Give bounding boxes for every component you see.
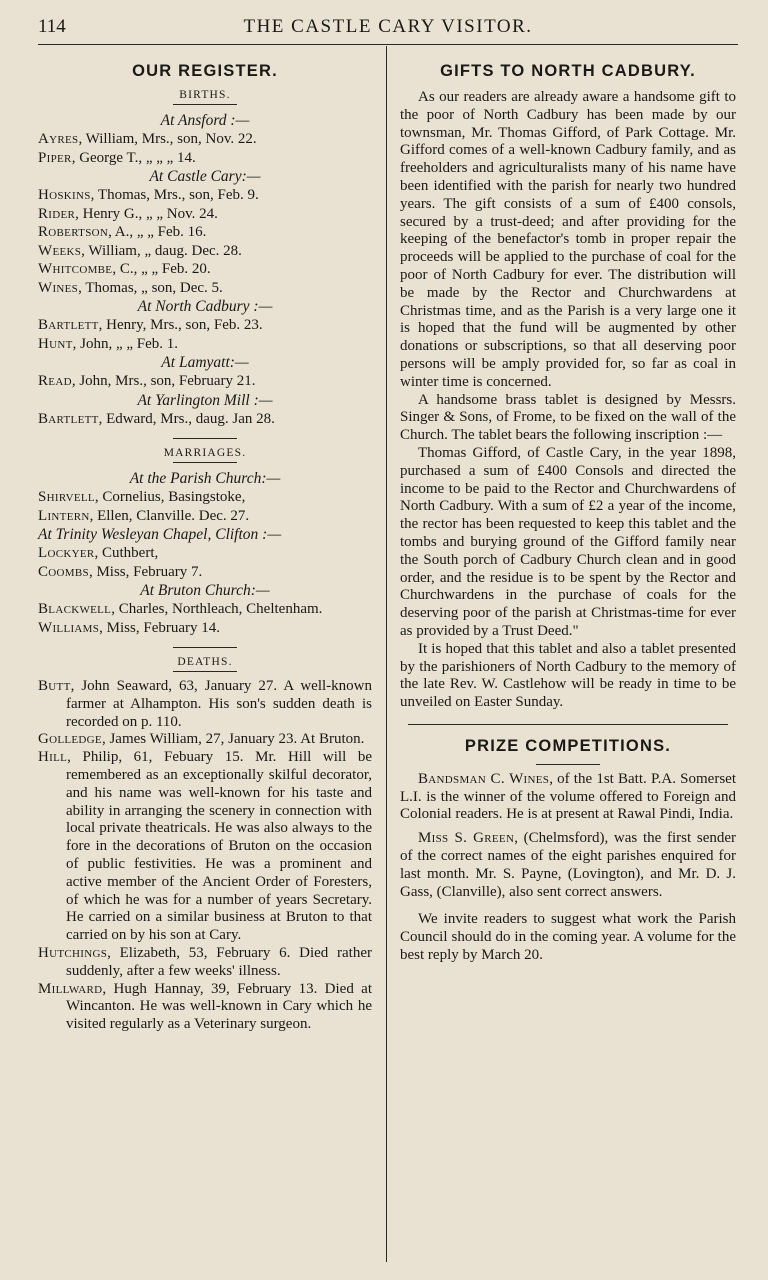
- register-entry: [38, 335, 372, 354]
- register-title: OUR REGISTER.: [132, 62, 278, 80]
- place-heading: At the Parish Church:—: [129, 470, 281, 487]
- place-heading: At North Cadbury :—: [137, 298, 273, 315]
- surname: Hill: [38, 749, 68, 766]
- deaths-heading: DEATHS.: [177, 656, 233, 668]
- marriages-section: [38, 469, 372, 637]
- column-rule: [386, 46, 387, 1262]
- entry-detail: , Ellen, Clanville. Dec. 27.: [89, 507, 250, 524]
- surname: Millward: [38, 980, 103, 997]
- surname: Lintern: [38, 507, 90, 524]
- surname: Piper: [38, 149, 72, 166]
- place-heading: At Yarlington Mill :—: [137, 391, 273, 409]
- register-entry: [38, 260, 372, 279]
- entry-detail: , Henry G., „ „ Nov. 24.: [75, 205, 218, 222]
- article-paragraph: As our readers are already aware a handsome gift to the poor of North Cadbury has been made by our townsman, Mr. Thomas Gifford, of Park Cottage. Mr. Gifford comes of a well-known Cadbury family, and as freeholders and agriculturalists many of his name have been identified with the parish for nearly two hundred years. The gift consists of a sum of £400 consols, secured by a trust-deed; and after providing for the keeping of the benefactor's tomb in proper repair the proceeds will be applied to the purchase of coal for the poor of North Cadbury for ever. The distribution will be made by the Rector and Churchwardens at Christmas time, and as the Parish is a very large one it is hoped that the fund will be augmented by other donations or subscriptions, so that all deserving poor persons will be amply provided for, so far as coal in winter time is concerned.: [400, 89, 736, 390]
- register-entry: [38, 223, 372, 242]
- entry-detail: , C., „ „ Feb. 20.: [112, 261, 211, 277]
- death-entry: [38, 945, 372, 981]
- inscription-paragraph: Thomas Gifford, of Castle Cary, in the year 1898, purchased a sum of £400 Consols and directed the income to be paid to the Rector and Churchwardens of North Cadbury. With a sum of £2 a year of the income, the rector has been requested to keep this tablet and the tombs and burying ground of the Gifford family near the South porch of Cadbury Church clean and in good order, and the residue is to be spent by the Rector and Churchwardens in the purchase of coals for the deserving poor of the parish at Christmas-time for ever as provided by a Trust Deed.": [400, 444, 736, 639]
- death-entry: [38, 678, 372, 731]
- register-entry: [38, 410, 372, 429]
- place-heading: At Bruton Church:—: [140, 582, 270, 599]
- entry-detail: , James William, 27, January 23. At Bruton.: [101, 731, 365, 748]
- divider: [173, 438, 237, 439]
- surname: Rider: [38, 205, 76, 222]
- entry-detail: , A., „ „ Feb. 16.: [108, 224, 207, 240]
- surname: Hoskins: [38, 187, 91, 203]
- divider: [536, 764, 600, 765]
- register-entry: [38, 149, 372, 168]
- prize-paragraph: [400, 830, 736, 901]
- entry-detail: , Thomas, Mrs., son, Feb. 9.: [90, 187, 259, 203]
- surname: Bartlett: [38, 410, 99, 427]
- entry-detail: , Charles, Northleach, Cheltenham.: [111, 601, 323, 617]
- winner-name: Bandsman C. Wines: [418, 770, 550, 787]
- register-entry: [38, 600, 372, 619]
- register-entry: [38, 130, 372, 149]
- prize-title: PRIZE COMPETITIONS.: [464, 736, 672, 755]
- divider: [173, 647, 237, 648]
- register-entry: [38, 507, 372, 526]
- place-heading: At Ansford :—: [160, 112, 250, 129]
- paragraph-text: We invite readers to suggest what work the Parish Council should do in the coming year. A volume for the best reply by March 20.: [400, 911, 736, 964]
- entry-detail: , Hugh Hannay, 39, February 13. Died at Wincanton. He was well-known in Cary which he visited regularly as a Veterinary surgeon.: [66, 980, 372, 1033]
- deaths-section: [38, 678, 372, 1034]
- paragraph-text: , (Chelmsford), was the first sender of the correct names of the eight parishes enquired for last month. Mr. S. Payne, (Lovington), and Mr. D. J. Gass, (Clanville), also sent correct answers.: [400, 830, 737, 900]
- article-paragraph: A handsome brass tablet is designed by Messrs. Singer & Sons, of Frome, to be fixed on the wall of the Church. The tablet bears the following inscription :—: [400, 391, 736, 444]
- surname: Williams: [38, 619, 100, 636]
- place-heading: At Castle Cary:—: [149, 168, 261, 185]
- register-entry: [38, 316, 372, 335]
- place-heading: At Lamyatt:—: [161, 354, 249, 371]
- surname: Blackwell: [38, 601, 112, 617]
- register-entry: [38, 488, 372, 507]
- running-head: [38, 12, 738, 40]
- divider: [173, 462, 237, 463]
- death-entry: [38, 981, 372, 1034]
- entry-detail: , Miss, February 7.: [88, 563, 203, 580]
- article-paragraph: It is hoped that this tablet and also a tablet presented by the parishioners of North Cadbury to the memory of the late Rev. W. Castlehow will be ready in time to be unveiled on Easter Sunday.: [400, 640, 736, 711]
- register-entry: [38, 242, 372, 261]
- header-rule: [38, 44, 738, 45]
- register-entry: [38, 279, 372, 298]
- surname: Butt: [38, 678, 71, 694]
- entry-detail: , William, Mrs., son, Nov. 22.: [78, 131, 257, 147]
- surname: Read: [38, 373, 72, 389]
- register-entry: [38, 544, 372, 563]
- surname: Shirvell: [38, 489, 95, 505]
- entry-detail: , Philip, 61, Febuary 15. Mr. Hill will be remembered as an exceptionally skilful decorator, and his name was well-known for his taste and ability in arranging the scenery in connection with local private theatricals. He was also always to the fore in the decorations of Bruton on the occasion of public festivities. He was a prominent and active member of the Ancient Order of Foresters, of which he was for a number of years Secretary. He carried on a similar business at Bruton to that carried on by his son at Cary.: [66, 749, 372, 944]
- surname: Hutchings: [38, 944, 108, 961]
- entry-detail: , George T., „ „ „ 14.: [71, 149, 196, 166]
- surname: Coombs: [38, 563, 89, 580]
- paragraph-text: , of the 1st Batt. P.A. Somerset L.I. is the winner of the volume offered to Foreign and Colonial readers. He is at present at Rawal Pindi, India.: [400, 770, 736, 823]
- entry-detail: , John Seaward, 63, January 27. A well-known farmer at Alhampton. His son's sudden death is recorded on p. 110.: [66, 678, 372, 730]
- death-entry: [38, 731, 372, 749]
- entry-detail: , Cuthbert,: [94, 545, 159, 561]
- births-section: [38, 111, 372, 428]
- births-heading: BIRTHS.: [179, 89, 231, 101]
- divider: [173, 671, 237, 672]
- prize-paragraph: [400, 771, 736, 824]
- register-entry: [38, 619, 372, 638]
- articles-column: [400, 50, 736, 965]
- register-column: [38, 50, 372, 1034]
- gifts-title: GIFTS TO NORTH CADBURY.: [440, 62, 696, 80]
- surname: Weeks: [38, 242, 82, 259]
- divider: [173, 104, 237, 105]
- prize-paragraph: [400, 911, 736, 964]
- register-entry: [38, 205, 372, 224]
- entry-detail: , Henry, Mrs., son, Feb. 23.: [98, 317, 263, 333]
- entry-detail: , Thomas, „ son, Dec. 5.: [78, 279, 223, 296]
- entry-detail: , Elizabeth, 53, February 6. Died rather suddenly, after a few weeks' illness.: [66, 944, 372, 979]
- surname: Lockyer: [38, 545, 95, 561]
- register-entry: [38, 186, 372, 205]
- entry-detail: , Edward, Mrs., daug. Jan 28.: [98, 410, 275, 427]
- prize-article: [400, 771, 736, 965]
- page-number: 114: [38, 16, 66, 37]
- winner-name: Miss S. Green: [418, 830, 515, 847]
- place-heading: At Trinity Wesleyan Chapel, Clifton :—: [38, 526, 282, 543]
- surname: Bartlett: [38, 317, 99, 333]
- surname: Whitcombe: [38, 261, 113, 277]
- register-entry: [38, 563, 372, 582]
- entry-detail: , William, „ daug. Dec. 28.: [81, 242, 242, 259]
- marriages-heading: MARRIAGES.: [163, 447, 247, 459]
- entry-detail: , John, Mrs., son, February 21.: [71, 373, 256, 389]
- surname: Ayres: [38, 131, 79, 147]
- surname: Robertson: [38, 224, 109, 240]
- surname: Hunt: [38, 335, 73, 352]
- publication-title: THE CASTLE CARY VISITOR.: [243, 16, 533, 37]
- section-rule: [408, 724, 728, 725]
- gifts-article: [400, 89, 736, 712]
- entry-detail: , John, „ „ Feb. 1.: [72, 335, 179, 352]
- surname: Golledge: [38, 731, 102, 748]
- register-entry: [38, 372, 372, 391]
- entry-detail: , Miss, February 14.: [99, 619, 220, 636]
- surname: Wines: [38, 279, 79, 296]
- death-entry: [38, 749, 372, 945]
- entry-detail: , Cornelius, Basingstoke,: [94, 489, 246, 505]
